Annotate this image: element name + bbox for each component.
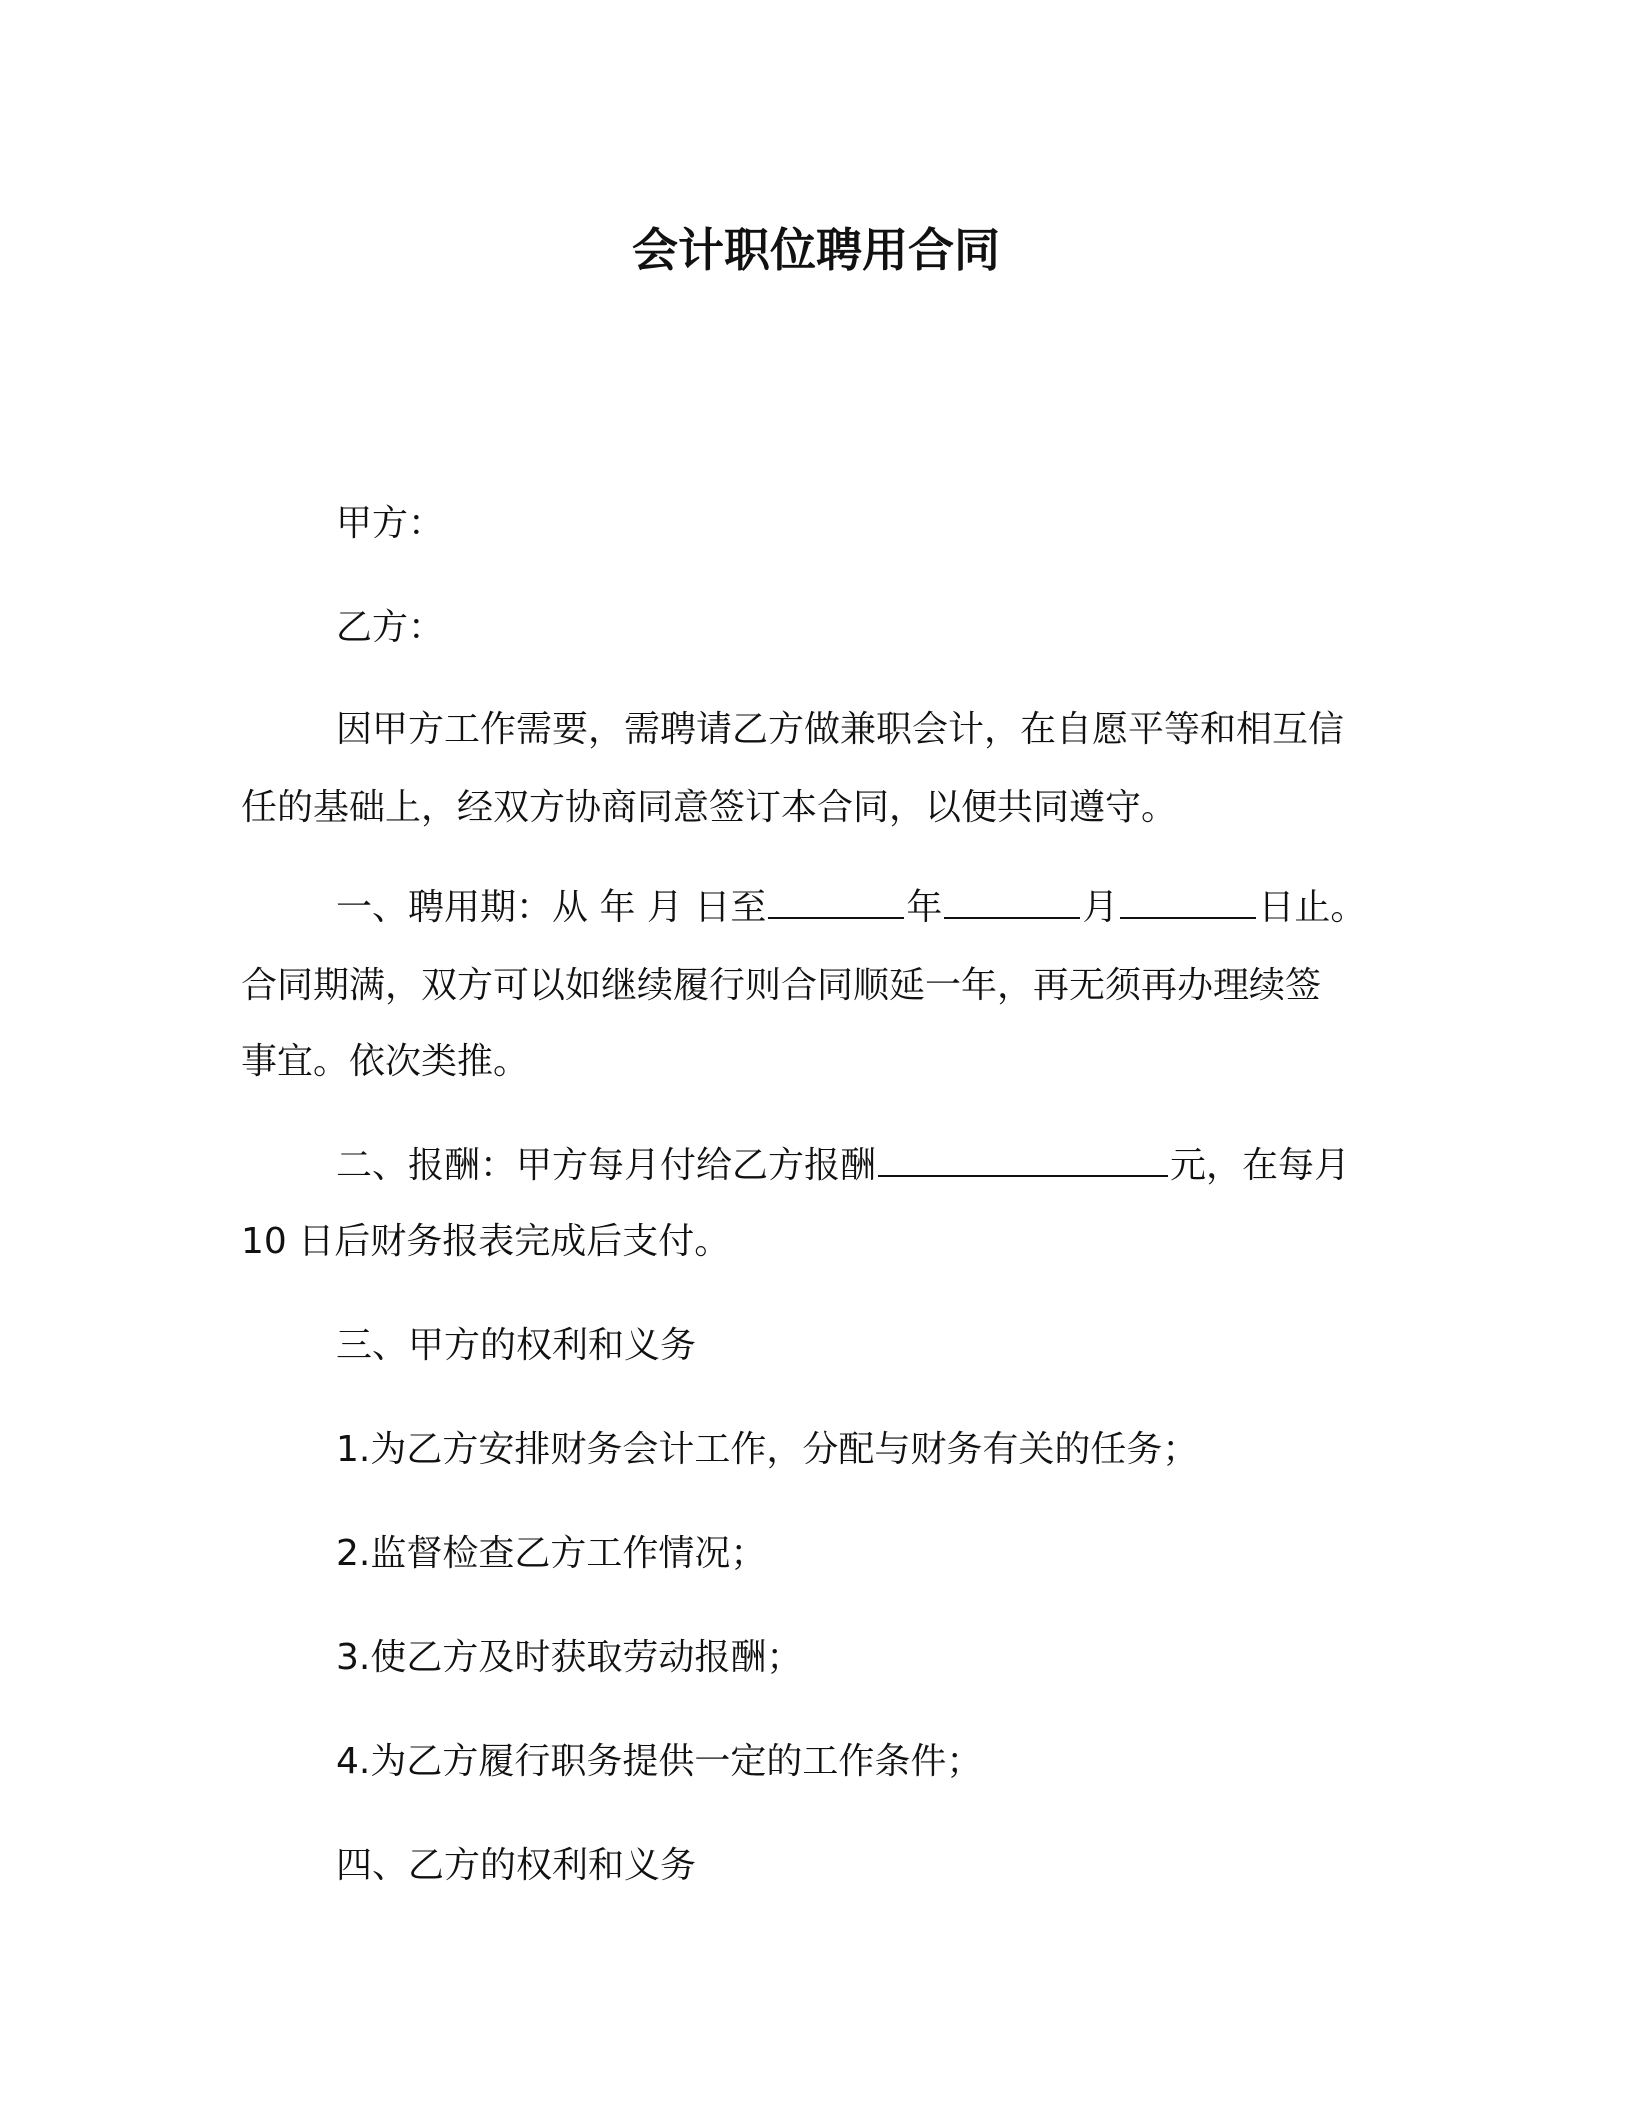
clause-3-item: 2.监督检查乙方工作情况； [336, 1533, 767, 1574]
document-title: 会计职位聘用合同 [632, 223, 1000, 277]
clause-4-heading: 四、乙方的权利和义务 [336, 1845, 697, 1886]
clause-1-prefix: 一、聘用期：从 年 月 日至 [336, 887, 767, 928]
clause-2-prefix: 二、报酬：甲方每月付给乙方报酬 [336, 1145, 877, 1186]
clause-1-month: 月 [1082, 887, 1119, 928]
clause-1-day-end: 日止。 [1258, 887, 1367, 928]
clause-2-line-2: 10 日后财务报表完成后支付。 [241, 1221, 731, 1262]
clause-3-heading: 三、甲方的权利和义务 [336, 1325, 697, 1366]
salary-blank [878, 1145, 1168, 1177]
end-year-blank [768, 887, 904, 919]
clause-2-line-1 [336, 1144, 1350, 1188]
end-day-blank [1120, 887, 1256, 919]
clause-3-item: 1.为乙方安排财务会计工作，分配与财务有关的任务； [336, 1429, 1199, 1470]
intro-line-1: 因甲方工作需要，需聘请乙方做兼职会计，在自愿平等和相互信 [336, 709, 1345, 750]
clause-1-line-2: 合同期满，双方可以如继续履行则合同顺延一年，再无须再办理续签 [241, 965, 1322, 1006]
party-b-label: 乙方： [336, 607, 445, 648]
clause-3-item: 4.为乙方履行职务提供一定的工作条件； [336, 1741, 983, 1782]
party-a-label: 甲方： [336, 503, 445, 544]
intro-line-2: 任的基础上，经双方协商同意签订本合同，以便共同遵守。 [241, 787, 1178, 828]
clause-2-suffix: 元，在每月 [1170, 1145, 1351, 1186]
clause-1-line-3: 事宜。依次类推。 [241, 1041, 530, 1082]
clause-1-line-1 [336, 886, 1366, 930]
clause-3-item: 3.使乙方及时获取劳动报酬； [336, 1637, 803, 1678]
end-month-blank [944, 887, 1080, 919]
clause-1-year: 年 [906, 887, 943, 928]
